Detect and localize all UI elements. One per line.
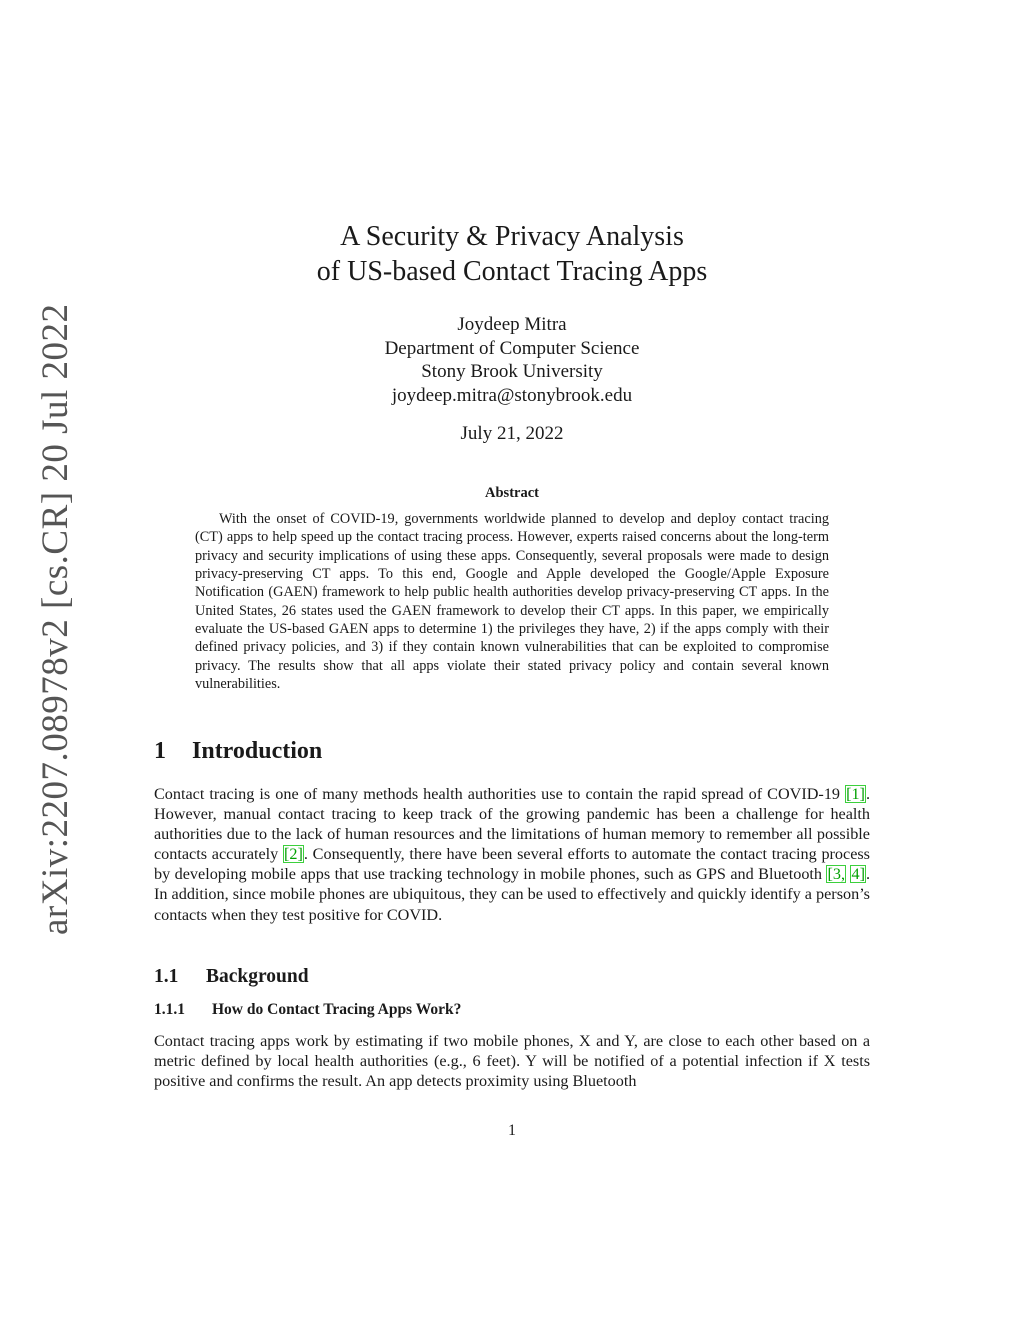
citation-link-3[interactable]: [3, (827, 865, 846, 884)
section-number: 1 (154, 738, 166, 764)
author-university: Stony Brook University (421, 361, 603, 382)
how-apps-work-paragraph: Contact tracing apps work by estimating if two mobile phones, X and Y, are close to each other based on a metric defined by local health authorities (e.g., 6 feet). Y will be notified of a potential infection if X tests positive and confirms the result. An app detects proximity using Bluetooth (154, 1032, 870, 1091)
intro-text-3: . Consequently, there have been several efforts to automate the contact tracing process by developing mobile apps that use tracking technology in mobile phones, such as GPS and Bluetooth (154, 845, 870, 884)
intro-text-4: . In addition, since mobile phones are ubiquitous, they can be used to effectively and quickly identify a person’s contacts when they test positive for COVID. (154, 865, 871, 924)
subsection-heading-background (154, 966, 309, 988)
intro-text-2: . However, manual contact tracing to keep track of the growing pandemic has been a challenge for health authorities due to the lack of human resources and the limitations of human memory to remember all possible contacts accurately (154, 785, 870, 864)
section-title: Introduction (192, 738, 323, 764)
citation-link-2[interactable]: [2] (284, 845, 303, 864)
page-number: 1 (508, 1122, 516, 1139)
subsection-number: 1.1 (154, 966, 179, 987)
intro-text-1: Contact tracing is one of many methods health authorities use to contain the rapid spread of COVID-19 (154, 785, 846, 803)
subsubsection-number: 1.1.1 (154, 1001, 185, 1018)
abstract-heading: Abstract (485, 485, 539, 501)
author-department: Department of Computer Science (384, 337, 640, 359)
author-email: joydeep.mitra@stonybrook.edu (391, 384, 633, 406)
paper-title-line-1: A Security & Privacy Analysis (340, 221, 684, 252)
author-name: Joydeep Mitra (457, 314, 567, 335)
subsubsection-title: How do Contact Tracing Apps Work? (212, 1001, 462, 1018)
subsection-title: Background (206, 966, 309, 987)
paper-title (200, 219, 824, 289)
abstract-body: With the onset of COVID-19, governments worldwide planned to develop and deploy contact tracing (CT) apps to help speed up the contact tracing process. However, experts raised concerns about the long-term privacy and security implications of using these apps. Consequently, several proposals were made to design privacy-preserving CT apps. To this end, Google and Apple developed the Google/Apple Exposure Notification (GAEN) framework to help public health authorities develop privacy-preserving CT apps. In the United States, 26 states used the GAEN framework to develop their CT apps. In this paper, we empirically evaluate the US-based GAEN apps to determine 1) the privileges they have, 2) if the apps comply with their defined privacy policies, and 3) if they contain known vulnerabilities that can be exploited to compromise privacy. The results show that all apps violate their stated privacy policy and contain several known vulnerabilities. (195, 511, 829, 693)
citation-link-4[interactable]: 4] (851, 865, 865, 884)
subsubsection-heading-how-apps-work (154, 1001, 461, 1019)
arxiv-identifier-stamp: arXiv:2207.08978v2 [cs.CR] 20 Jul 2022 (35, 303, 76, 935)
author-block (262, 313, 762, 407)
paper-title-line-2: of US-based Contact Tracing Apps (316, 256, 708, 287)
citation-link-1[interactable]: [1] (846, 785, 865, 803)
section-heading-introduction (154, 738, 322, 765)
paper-date: July 21, 2022 (460, 423, 564, 444)
introduction-paragraph (154, 784, 870, 925)
